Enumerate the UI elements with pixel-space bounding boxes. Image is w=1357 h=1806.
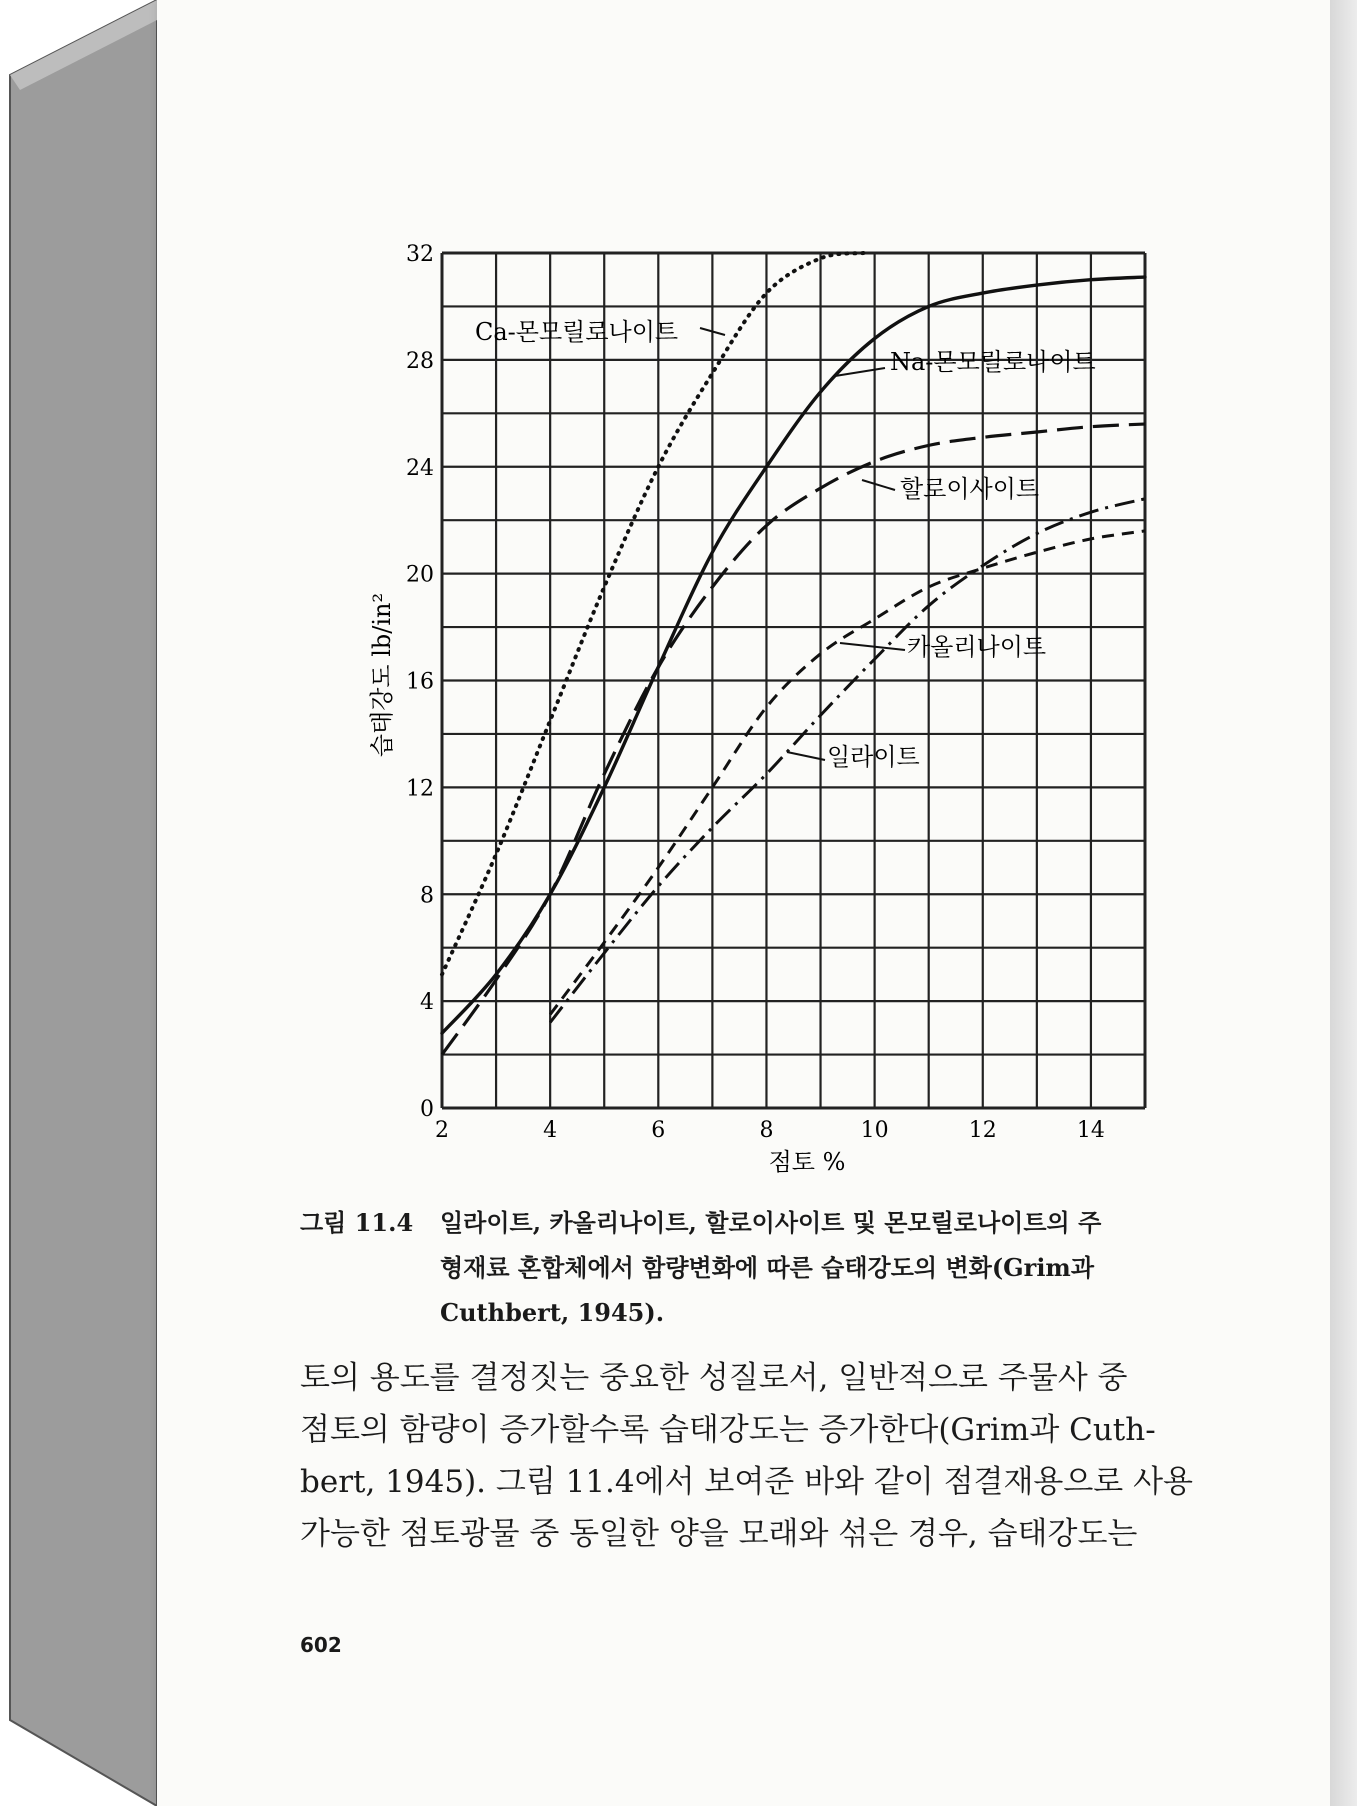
figure-number: 그림 11.4: [300, 1208, 414, 1237]
caption-line-1: 일라이트, 카올리나이트, 할로이사이트 및 몬모릴로나이트의 주: [440, 1208, 1102, 1237]
annotation-halloysite: 할로이사이트: [900, 475, 1040, 503]
figure-caption: [300, 1200, 1220, 1335]
series-line-short-dash: [550, 531, 1145, 1015]
caption-line-3: Cuthbert, 1945).: [440, 1298, 665, 1327]
annotation-kaolinite: 카올리나이트: [907, 633, 1047, 661]
y-tick-label: 4: [420, 990, 434, 1016]
annotation-na-montmorillonite: Na-몬모릴로나이트: [890, 348, 1096, 376]
series-line-long-dash: [442, 424, 1145, 1055]
series-line-dotted: [442, 253, 864, 974]
grid: [442, 253, 1145, 1108]
y-tick-label: 16: [406, 669, 434, 695]
annotation-kaolinite-leader: [840, 643, 905, 650]
body-line-2: 점토의 함량이 증가할수록 습태강도는 증가한다(Grim과 Cuth-: [300, 1412, 1156, 1448]
x-tick-label: 6: [651, 1118, 666, 1143]
x-tick-label: 4: [543, 1118, 558, 1143]
y-tick-label: 0: [420, 1097, 434, 1122]
x-tick-label: 8: [759, 1118, 774, 1143]
y-tick-label: 12: [406, 776, 434, 802]
y-tick-label: 32: [406, 242, 434, 267]
x-tick-label: 2: [435, 1118, 449, 1143]
x-tick-label: 10: [860, 1118, 889, 1143]
page-number: 602: [300, 1633, 342, 1657]
body-line-3: bert, 1945). 그림 11.4에서 보여준 바와 같이 점결재용으로 사용: [300, 1464, 1193, 1500]
tick-labels: [406, 242, 1105, 1143]
body-line-4: 가능한 점토광물 중 동일한 양을 모래와 섞은 경우, 습태강도는: [300, 1516, 1138, 1552]
x-tick-label: 12: [968, 1118, 997, 1143]
annotation-halloysite-leader: [862, 480, 895, 490]
caption-line-2: 형재료 혼합체에서 함량변화에 따른 습태강도의 변화(Grim과: [440, 1253, 1095, 1282]
body-paragraph: [300, 1352, 1210, 1560]
y-tick-label: 28: [406, 348, 434, 374]
x-axis-label: 점토 %: [768, 1148, 846, 1176]
annotation-ca-montmorillonite: Ca-몬모릴로나이트: [475, 318, 679, 346]
y-tick-label: 8: [420, 883, 434, 909]
y-axis-label: 습태강도 lb/in²: [368, 592, 396, 758]
y-tick-label: 24: [406, 455, 434, 481]
annotation-illite: 일라이트: [827, 743, 920, 771]
y-tick-label: 20: [406, 562, 434, 588]
body-line-1: 토의 용도를 결정짓는 중요한 성질로서, 일반적으로 주물사 중: [300, 1360, 1128, 1396]
annotation-illite-leader: [787, 752, 825, 760]
x-tick-label: 14: [1076, 1118, 1105, 1143]
